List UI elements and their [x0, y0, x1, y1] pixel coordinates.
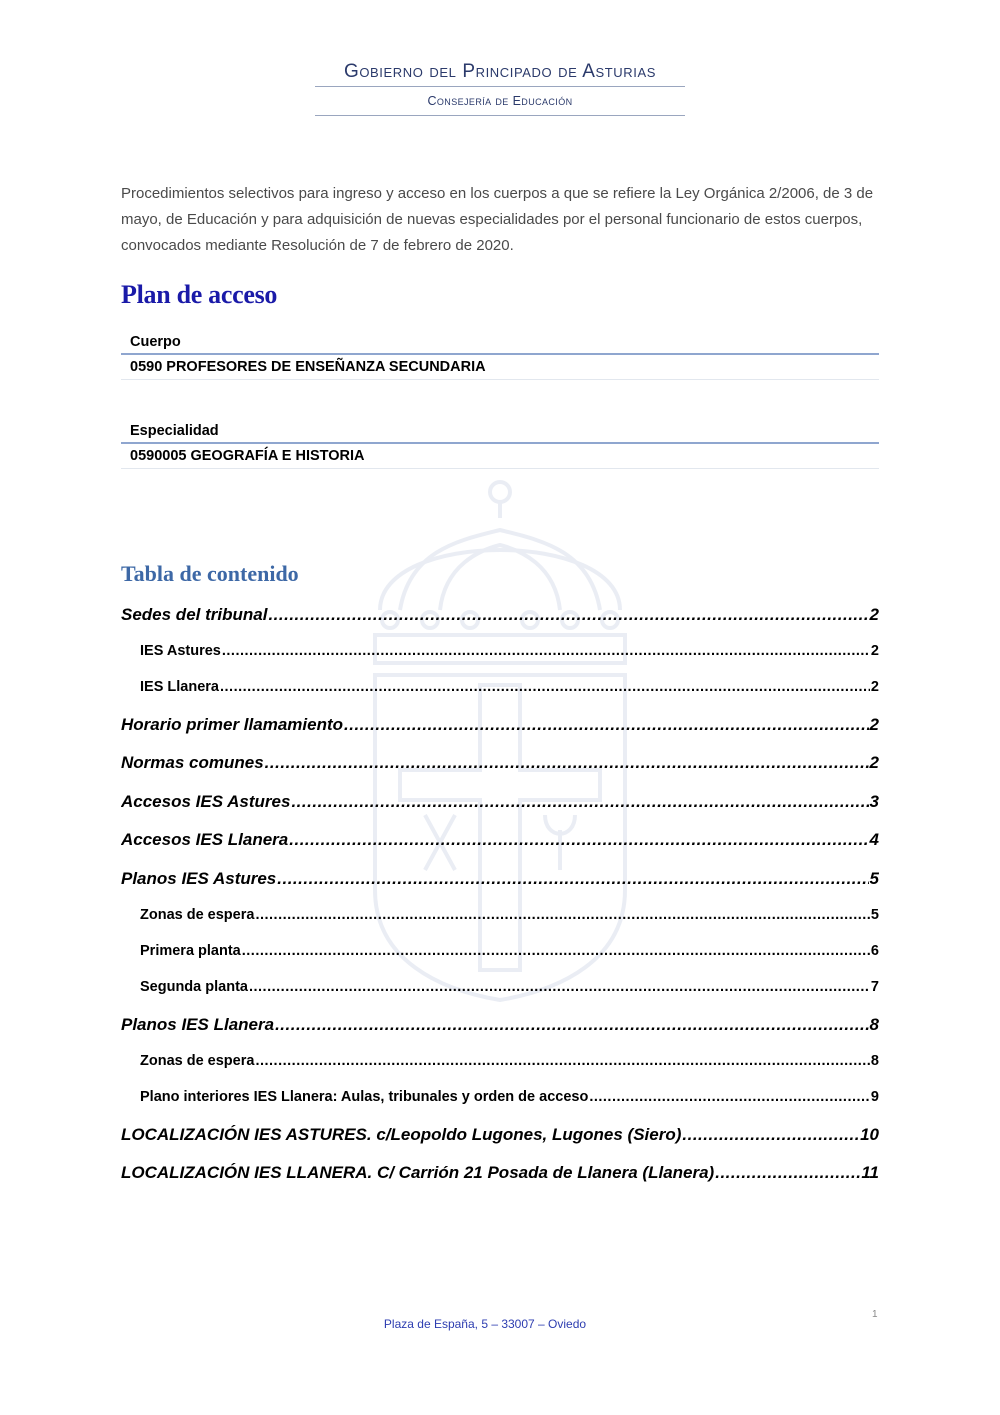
toc-entry-page: 7 — [870, 979, 879, 995]
toc-leader — [265, 753, 869, 773]
toc-entry[interactable] — [121, 753, 879, 781]
toc-entry-text: Accesos IES Astures — [121, 792, 291, 811]
toc-entry-page: 5 — [869, 869, 879, 888]
toc-leader — [268, 605, 868, 625]
page-title: Plan de acceso — [121, 280, 278, 309]
toc-entry-text: Planos IES Astures — [121, 869, 277, 888]
toc-entry-text: Normas comunes — [121, 753, 264, 772]
toc-entry-text: Plano interiores IES Llanera: Aulas, tribunales y orden de acceso — [140, 1089, 589, 1105]
toc-entry-text: Horario primer llamamiento — [121, 715, 344, 734]
footer-address: Plaza de España, 5 – 33007 – Oviedo — [383, 1317, 587, 1331]
toc-entry-page: 3 — [869, 792, 879, 811]
toc-entry[interactable] — [121, 1163, 879, 1191]
toc-leader — [275, 1015, 868, 1035]
especialidad-value: 0590005 GEOGRAFÍA E HISTORIA — [121, 444, 879, 469]
toc-entry-text: Segunda planta — [140, 979, 248, 995]
toc-entry-text: Accesos IES Llanera — [121, 830, 289, 849]
toc-entry-page: 2 — [869, 715, 879, 734]
toc-title: Tabla de contenido — [121, 561, 299, 586]
toc-entry-text: LOCALIZACIÓN IES ASTURES. c/Leopoldo Lugones, Lugones (Siero) — [121, 1125, 682, 1144]
toc-entry-page: 9 — [870, 1089, 879, 1105]
especialidad-field — [121, 421, 879, 469]
toc-entry[interactable] — [121, 605, 879, 633]
toc-entry-page: 5 — [870, 907, 879, 923]
letterhead-divider — [315, 115, 685, 116]
toc-entry[interactable] — [121, 1125, 879, 1153]
toc-entry-text: Primera planta — [140, 943, 241, 959]
toc-entry-page: 8 — [870, 1053, 879, 1069]
intro-paragraph: Procedimientos selectivos para ingreso y acceso en los cuerpos a que se refiere la Ley Orgánica 2/2006, de 3 de mayo, de Educación y para adquisición de nuevas especialidades por el personal funcionario de estos cuerpos, convocados mediante Resolución de 7 de febrero de 2020. — [121, 185, 874, 254]
toc-entry-page: 2 — [870, 679, 879, 695]
toc-entry[interactable] — [121, 643, 879, 667]
toc-leader — [220, 679, 870, 695]
toc-leader — [249, 979, 870, 995]
toc-entry[interactable] — [121, 679, 879, 703]
toc-entry-text: Zonas de espera — [140, 907, 255, 923]
toc-entry-text: LOCALIZACIÓN IES LLANERA. C/ Carrión 21 Posada de Llanera (Llanera) — [121, 1163, 715, 1182]
toc-entry-page: 2 — [869, 753, 879, 772]
cuerpo-field — [121, 332, 879, 380]
toc-leader — [242, 943, 870, 959]
toc-entry[interactable] — [121, 792, 879, 820]
toc-entry[interactable] — [121, 830, 879, 858]
toc-leader — [255, 907, 869, 923]
toc-leader — [255, 1053, 869, 1069]
toc-leader — [291, 792, 868, 812]
toc-leader — [222, 643, 870, 659]
toc-leader — [715, 1163, 860, 1183]
toc-entry-page: 6 — [870, 943, 879, 959]
toc-entry[interactable] — [121, 1015, 879, 1043]
letterhead — [315, 58, 685, 116]
toc-entry[interactable] — [121, 907, 879, 931]
toc-leader — [277, 869, 868, 889]
cuerpo-label: Cuerpo — [121, 332, 879, 355]
toc-entry-page: 2 — [869, 605, 879, 624]
toc-entry-page: 2 — [870, 643, 879, 659]
page-number: 1 — [872, 1309, 878, 1320]
toc-entry-page: 4 — [869, 830, 879, 849]
especialidad-label: Especialidad — [121, 421, 879, 444]
toc-entry-page: 11 — [861, 1163, 879, 1182]
toc-entry[interactable] — [121, 943, 879, 967]
government-title: Gobierno del Principado de Asturias — [343, 61, 657, 82]
toc-leader — [344, 715, 869, 735]
toc-entry-page: 8 — [869, 1015, 879, 1034]
toc-entry[interactable] — [121, 715, 879, 743]
department-title: Consejería de Educación — [427, 94, 573, 108]
toc-entry-text: Planos IES Llanera — [121, 1015, 275, 1034]
toc-leader — [289, 830, 868, 850]
toc-entry-text: IES Astures — [140, 643, 221, 659]
toc-entry-text: Sedes del tribunal — [121, 605, 268, 624]
toc-entry-text: Zonas de espera — [140, 1053, 255, 1069]
toc-entry[interactable] — [121, 869, 879, 897]
toc-entry[interactable] — [121, 1089, 879, 1113]
cuerpo-value: 0590 PROFESORES DE ENSEÑANZA SECUNDARIA — [121, 355, 879, 380]
toc-entry-text: IES Llanera — [140, 679, 219, 695]
toc-entry[interactable] — [121, 979, 879, 1003]
toc-leader — [682, 1125, 859, 1145]
toc-entry[interactable] — [121, 1053, 879, 1077]
toc-leader — [589, 1089, 870, 1105]
toc-entry-page: 10 — [860, 1125, 879, 1144]
